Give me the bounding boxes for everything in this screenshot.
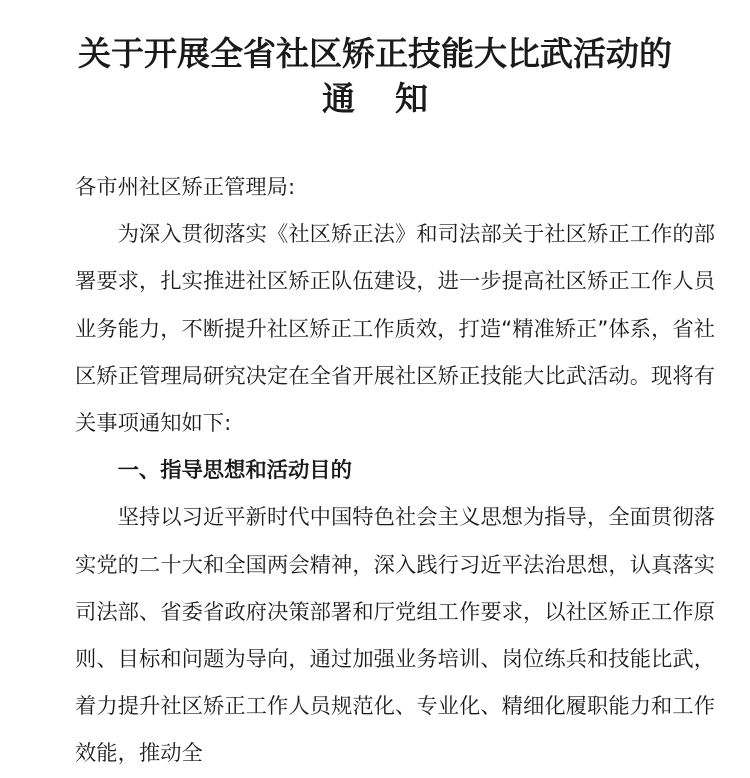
- document-title-line-1: 关于开展全省社区矫正技能大比武活动的: [78, 34, 672, 73]
- document-title-line-2: 通知: [322, 79, 468, 118]
- section-1-paragraph: 坚持以习近平新时代中国特色社会主义思想为指导，全面贯彻落实党的二十大和全国两会精神，深入践行习近平法治思想，认真落实司法部、省委省政府决策部署和厅党组工作要求，以社区矫正工作原则、目标和问题为导向，通过加强业务培训、岗位练兵和技能比武，着力提升社区矫正工作人员规范化、专业化、精细化履职能力和工作效能，推动全: [75, 505, 715, 767]
- salutation: 各市州社区矫正管理局:: [75, 175, 296, 200]
- document-body: [75, 164, 715, 778]
- intro-paragraph: 为深入贯彻落实《社区矫正法》和司法部关于社区矫正工作的部署要求，扎实推进社区矫正队伍建设，进一步提高社区矫正工作人员业务能力，不断提升社区矫正工作质效，打造“精准矫正”体系，省社区矫正管理局研究决定在全省开展社区矫正技能大比武活动。现将有关事项通知如下:: [75, 222, 715, 437]
- section-1-heading: 一、指导思想和活动目的: [117, 458, 352, 484]
